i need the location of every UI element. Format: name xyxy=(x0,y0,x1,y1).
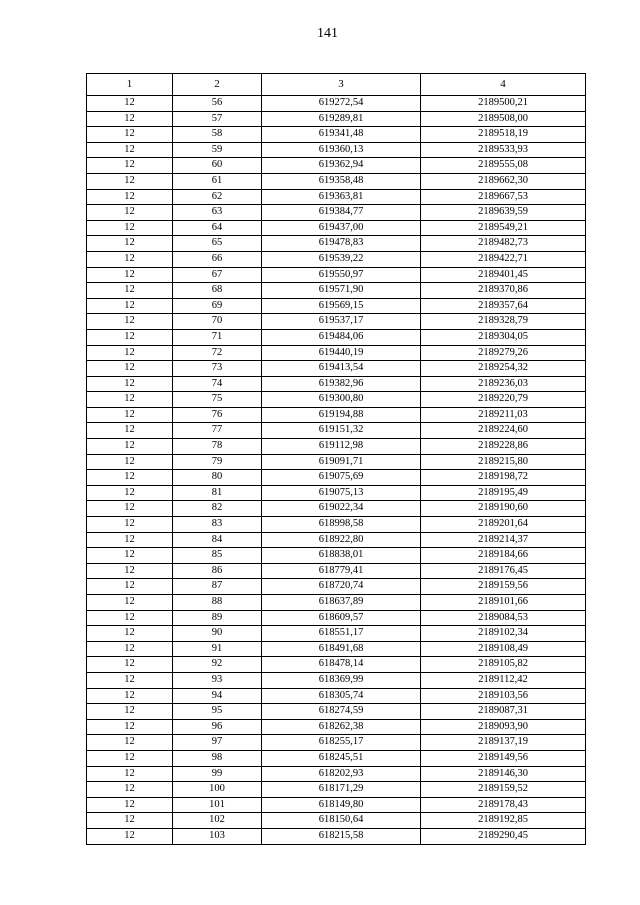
table-cell: 61 xyxy=(173,173,262,189)
table-cell: 619151,32 xyxy=(262,423,421,439)
table-cell: 618255,17 xyxy=(262,735,421,751)
table-row xyxy=(87,797,586,813)
table-cell: 2189662,30 xyxy=(421,173,586,189)
table-row xyxy=(87,329,586,345)
table-cell: 2189102,34 xyxy=(421,626,586,642)
table-cell: 618149,80 xyxy=(262,797,421,813)
table-row xyxy=(87,719,586,735)
table-cell: 2189236,03 xyxy=(421,376,586,392)
table-cell: 87 xyxy=(173,579,262,595)
table-row xyxy=(87,657,586,673)
table-cell: 12 xyxy=(87,782,173,798)
table-cell: 2189422,71 xyxy=(421,251,586,267)
table-cell: 62 xyxy=(173,189,262,205)
table-cell: 619362,94 xyxy=(262,158,421,174)
table-cell: 12 xyxy=(87,314,173,330)
table-row xyxy=(87,454,586,470)
page-number: 141 xyxy=(317,26,338,41)
table-cell: 2189215,80 xyxy=(421,454,586,470)
table-cell: 12 xyxy=(87,672,173,688)
table-cell: 57 xyxy=(173,111,262,127)
table-row xyxy=(87,641,586,657)
table-cell: 2189220,79 xyxy=(421,392,586,408)
table-cell: 70 xyxy=(173,314,262,330)
table-cell: 12 xyxy=(87,283,173,299)
table-cell: 84 xyxy=(173,532,262,548)
table-header-row xyxy=(87,74,586,96)
table-cell: 619384,77 xyxy=(262,205,421,221)
table-row xyxy=(87,672,586,688)
table-cell: 93 xyxy=(173,672,262,688)
table-cell: 79 xyxy=(173,454,262,470)
table-cell: 12 xyxy=(87,111,173,127)
table-cell: 2189195,49 xyxy=(421,485,586,501)
table-cell: 619550,97 xyxy=(262,267,421,283)
table-cell: 619300,80 xyxy=(262,392,421,408)
column-header: 3 xyxy=(262,74,421,96)
table-cell: 619571,90 xyxy=(262,283,421,299)
table-row xyxy=(87,735,586,751)
table-row xyxy=(87,828,586,844)
column-header: 4 xyxy=(421,74,586,96)
table-cell: 2189201,64 xyxy=(421,517,586,533)
table-cell: 618262,38 xyxy=(262,719,421,735)
table-cell: 12 xyxy=(87,595,173,611)
table-cell: 68 xyxy=(173,283,262,299)
table-row xyxy=(87,595,586,611)
table-row xyxy=(87,407,586,423)
table-cell: 56 xyxy=(173,96,262,112)
table-cell: 59 xyxy=(173,142,262,158)
table-cell: 12 xyxy=(87,532,173,548)
table-cell: 619484,06 xyxy=(262,329,421,345)
table-row xyxy=(87,345,586,361)
table-cell: 619341,48 xyxy=(262,127,421,143)
table-cell: 618215,58 xyxy=(262,828,421,844)
table-cell: 82 xyxy=(173,501,262,517)
table-cell: 12 xyxy=(87,641,173,657)
table-row xyxy=(87,610,586,626)
table-header xyxy=(87,74,586,96)
table-cell: 12 xyxy=(87,205,173,221)
table-row xyxy=(87,96,586,112)
table-row xyxy=(87,158,586,174)
table-cell: 92 xyxy=(173,657,262,673)
table-row xyxy=(87,750,586,766)
table-cell: 12 xyxy=(87,813,173,829)
table-cell: 2189254,32 xyxy=(421,361,586,377)
table-cell: 618491,68 xyxy=(262,641,421,657)
table-cell: 618150,64 xyxy=(262,813,421,829)
table-cell: 2189228,86 xyxy=(421,439,586,455)
table-cell: 63 xyxy=(173,205,262,221)
table-cell: 618720,74 xyxy=(262,579,421,595)
table-cell: 619022,34 xyxy=(262,501,421,517)
table-cell: 96 xyxy=(173,719,262,735)
table-cell: 12 xyxy=(87,236,173,252)
table-cell: 619539,22 xyxy=(262,251,421,267)
table-cell: 66 xyxy=(173,251,262,267)
table-cell: 2189103,56 xyxy=(421,688,586,704)
table-cell: 2189555,08 xyxy=(421,158,586,174)
table-cell: 619075,13 xyxy=(262,485,421,501)
table-cell: 618779,41 xyxy=(262,563,421,579)
table-cell: 67 xyxy=(173,267,262,283)
table-row xyxy=(87,688,586,704)
table-cell: 618305,74 xyxy=(262,688,421,704)
table-cell: 12 xyxy=(87,797,173,813)
table-cell: 12 xyxy=(87,392,173,408)
table-cell: 103 xyxy=(173,828,262,844)
table-cell: 2189137,19 xyxy=(421,735,586,751)
table-cell: 2189108,49 xyxy=(421,641,586,657)
table-cell: 2189304,05 xyxy=(421,329,586,345)
table-cell: 73 xyxy=(173,361,262,377)
table-cell: 12 xyxy=(87,127,173,143)
table-cell: 12 xyxy=(87,189,173,205)
table-cell: 90 xyxy=(173,626,262,642)
table-row xyxy=(87,782,586,798)
table-row xyxy=(87,470,586,486)
table-cell: 60 xyxy=(173,158,262,174)
table-cell: 618369,99 xyxy=(262,672,421,688)
table-row xyxy=(87,766,586,782)
table-cell: 2189159,56 xyxy=(421,579,586,595)
table-cell: 78 xyxy=(173,439,262,455)
table-cell: 12 xyxy=(87,735,173,751)
table-cell: 69 xyxy=(173,298,262,314)
table-row xyxy=(87,236,586,252)
table-cell: 100 xyxy=(173,782,262,798)
table-cell: 2189224,60 xyxy=(421,423,586,439)
table-cell: 2189190,60 xyxy=(421,501,586,517)
table-cell: 618998,58 xyxy=(262,517,421,533)
table-cell: 12 xyxy=(87,173,173,189)
table-cell: 12 xyxy=(87,548,173,564)
table-cell: 2189084,53 xyxy=(421,610,586,626)
table-row xyxy=(87,813,586,829)
table-cell: 618609,57 xyxy=(262,610,421,626)
table-cell: 2189214,37 xyxy=(421,532,586,548)
table-cell: 95 xyxy=(173,704,262,720)
table-cell: 2189508,00 xyxy=(421,111,586,127)
table-cell: 2189112,42 xyxy=(421,672,586,688)
table-row xyxy=(87,517,586,533)
table-cell: 2189518,19 xyxy=(421,127,586,143)
table-cell: 12 xyxy=(87,376,173,392)
table-cell: 12 xyxy=(87,485,173,501)
table-cell: 2189279,26 xyxy=(421,345,586,361)
table-cell: 101 xyxy=(173,797,262,813)
table-cell: 619382,96 xyxy=(262,376,421,392)
table-cell: 12 xyxy=(87,251,173,267)
table-cell: 2189087,31 xyxy=(421,704,586,720)
table-row xyxy=(87,314,586,330)
table-cell: 618245,51 xyxy=(262,750,421,766)
table-cell: 12 xyxy=(87,470,173,486)
table-cell: 2189146,30 xyxy=(421,766,586,782)
table-cell: 65 xyxy=(173,236,262,252)
table-cell: 12 xyxy=(87,750,173,766)
table-cell: 86 xyxy=(173,563,262,579)
table-cell: 12 xyxy=(87,657,173,673)
table-cell: 618637,89 xyxy=(262,595,421,611)
table-row xyxy=(87,111,586,127)
table-cell: 12 xyxy=(87,407,173,423)
table-row xyxy=(87,439,586,455)
table-row xyxy=(87,501,586,517)
table-cell: 12 xyxy=(87,345,173,361)
table-cell: 12 xyxy=(87,267,173,283)
table-cell: 619478,83 xyxy=(262,236,421,252)
table-cell: 91 xyxy=(173,641,262,657)
table-row xyxy=(87,189,586,205)
table-row xyxy=(87,361,586,377)
table-cell: 12 xyxy=(87,626,173,642)
table-cell: 12 xyxy=(87,158,173,174)
table-cell: 102 xyxy=(173,813,262,829)
table-cell: 97 xyxy=(173,735,262,751)
table-cell: 74 xyxy=(173,376,262,392)
table-cell: 2189149,56 xyxy=(421,750,586,766)
table-cell: 12 xyxy=(87,610,173,626)
table-row xyxy=(87,532,586,548)
table-row xyxy=(87,579,586,595)
table-cell: 2189533,93 xyxy=(421,142,586,158)
table-cell: 12 xyxy=(87,579,173,595)
table-cell: 89 xyxy=(173,610,262,626)
table-cell: 12 xyxy=(87,563,173,579)
table-cell: 618171,29 xyxy=(262,782,421,798)
table-cell: 72 xyxy=(173,345,262,361)
table-cell: 619272,54 xyxy=(262,96,421,112)
table-row xyxy=(87,392,586,408)
table-row xyxy=(87,376,586,392)
table-cell: 2189198,72 xyxy=(421,470,586,486)
table-cell: 619360,13 xyxy=(262,142,421,158)
table-row xyxy=(87,704,586,720)
table-cell: 12 xyxy=(87,688,173,704)
table-row xyxy=(87,173,586,189)
table-cell: 12 xyxy=(87,439,173,455)
table-cell: 619437,00 xyxy=(262,220,421,236)
table-cell: 2189370,86 xyxy=(421,283,586,299)
table-cell: 2189500,21 xyxy=(421,96,586,112)
table-cell: 2189101,66 xyxy=(421,595,586,611)
table-cell: 619358,48 xyxy=(262,173,421,189)
table-cell: 2189176,45 xyxy=(421,563,586,579)
table-cell: 81 xyxy=(173,485,262,501)
table-cell: 12 xyxy=(87,454,173,470)
table-cell: 2189482,73 xyxy=(421,236,586,252)
table-row xyxy=(87,142,586,158)
table-cell: 2189667,53 xyxy=(421,189,586,205)
table-cell: 85 xyxy=(173,548,262,564)
table-row xyxy=(87,563,586,579)
table-cell: 77 xyxy=(173,423,262,439)
table-row xyxy=(87,220,586,236)
table-cell: 12 xyxy=(87,719,173,735)
table-cell: 618478,14 xyxy=(262,657,421,673)
table-row xyxy=(87,251,586,267)
table-cell: 2189178,43 xyxy=(421,797,586,813)
table-cell: 12 xyxy=(87,96,173,112)
table-cell: 2189290,45 xyxy=(421,828,586,844)
table-cell: 12 xyxy=(87,766,173,782)
table-cell: 618551,17 xyxy=(262,626,421,642)
table-row xyxy=(87,485,586,501)
table-cell: 2189211,03 xyxy=(421,407,586,423)
table-cell: 12 xyxy=(87,423,173,439)
table-cell: 2189328,79 xyxy=(421,314,586,330)
table-cell: 12 xyxy=(87,329,173,345)
table-cell: 619413,54 xyxy=(262,361,421,377)
table-row xyxy=(87,298,586,314)
table-cell: 619289,81 xyxy=(262,111,421,127)
table-row xyxy=(87,548,586,564)
table-row xyxy=(87,283,586,299)
column-header: 2 xyxy=(173,74,262,96)
table-cell: 2189093,90 xyxy=(421,719,586,735)
table-body xyxy=(87,96,586,845)
table-cell: 12 xyxy=(87,298,173,314)
table-cell: 2189105,82 xyxy=(421,657,586,673)
table-cell: 80 xyxy=(173,470,262,486)
table-row xyxy=(87,267,586,283)
table-cell: 2189159,52 xyxy=(421,782,586,798)
table-row xyxy=(87,626,586,642)
table-cell: 12 xyxy=(87,142,173,158)
table-cell: 12 xyxy=(87,828,173,844)
table-cell: 76 xyxy=(173,407,262,423)
table-cell: 619091,71 xyxy=(262,454,421,470)
table-cell: 2189184,66 xyxy=(421,548,586,564)
table-cell: 12 xyxy=(87,704,173,720)
table-cell: 619194,88 xyxy=(262,407,421,423)
table-cell: 12 xyxy=(87,501,173,517)
table-cell: 618922,80 xyxy=(262,532,421,548)
table-cell: 12 xyxy=(87,517,173,533)
table-cell: 619075,69 xyxy=(262,470,421,486)
table-cell: 88 xyxy=(173,595,262,611)
table-cell: 618202,93 xyxy=(262,766,421,782)
table-cell: 75 xyxy=(173,392,262,408)
table-cell: 2189192,85 xyxy=(421,813,586,829)
table-cell: 619112,98 xyxy=(262,439,421,455)
table-cell: 64 xyxy=(173,220,262,236)
table-cell: 12 xyxy=(87,361,173,377)
table-cell: 12 xyxy=(87,220,173,236)
table-row xyxy=(87,423,586,439)
coordinates-table xyxy=(86,73,586,845)
table-cell: 71 xyxy=(173,329,262,345)
table-row xyxy=(87,127,586,143)
table-cell: 58 xyxy=(173,127,262,143)
table-cell: 98 xyxy=(173,750,262,766)
table-cell: 94 xyxy=(173,688,262,704)
table-cell: 618274,59 xyxy=(262,704,421,720)
table-cell: 619537,17 xyxy=(262,314,421,330)
table-cell: 83 xyxy=(173,517,262,533)
table-row xyxy=(87,205,586,221)
table-cell: 2189357,64 xyxy=(421,298,586,314)
table-cell: 2189549,21 xyxy=(421,220,586,236)
table-cell: 619569,15 xyxy=(262,298,421,314)
table-cell: 619363,81 xyxy=(262,189,421,205)
table-cell: 99 xyxy=(173,766,262,782)
table-cell: 2189639,59 xyxy=(421,205,586,221)
table-cell: 619440,19 xyxy=(262,345,421,361)
column-header: 1 xyxy=(87,74,173,96)
table-cell: 2189401,45 xyxy=(421,267,586,283)
table-cell: 618838,01 xyxy=(262,548,421,564)
